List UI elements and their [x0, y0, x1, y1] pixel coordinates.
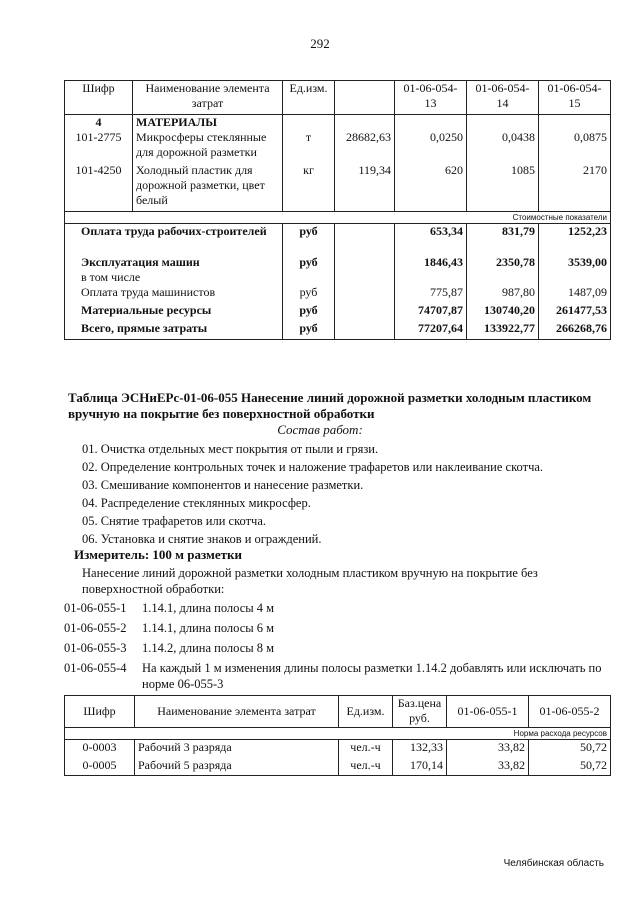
header-unit: Ед.изм.: [339, 696, 393, 728]
cost-value-15: 266268,76: [539, 321, 611, 339]
header-name: Наименование элемента затрат: [135, 696, 339, 728]
norm-code: 01-06-055-2: [64, 621, 127, 635]
header-price: Баз.цена руб.: [393, 696, 447, 728]
codes-list: [64, 600, 614, 696]
cost-name: Эксплуатация машин: [65, 255, 283, 270]
resource-name: Рабочий 3 разряда: [135, 740, 339, 758]
cost-name: Материальные ресурсы: [65, 303, 283, 321]
list-item: 02. Определение контрольных точек и наложение трафаретов или наклеивание скотча.: [82, 460, 544, 474]
operations-list: [82, 440, 612, 548]
material-price: 28682,63: [335, 130, 395, 163]
header-unit: Ед.изм.: [283, 81, 335, 115]
header-price: [335, 81, 395, 115]
cost-unit: руб: [283, 285, 335, 303]
resource-name: Рабочий 5 разряда: [135, 758, 339, 776]
header-norm-14: 01-06-054-14: [467, 81, 539, 115]
page-number: 292: [310, 36, 330, 51]
cost-row: [65, 285, 611, 303]
cost-value-13: 775,87: [395, 285, 467, 303]
cost-value-14: 2350,78: [467, 255, 539, 270]
cost-value-15: 1252,23: [539, 223, 611, 255]
cost-unit: руб: [283, 321, 335, 339]
cost-value-14: 831,79: [467, 223, 539, 255]
cost-name: в том числе: [65, 270, 283, 285]
cost-row: [65, 303, 611, 321]
material-norm-13: 0,0250: [395, 130, 467, 163]
resource-norm-1: 33,82: [447, 758, 529, 776]
table-row: [65, 758, 611, 776]
norm-caption: Норма расхода ресурсов: [65, 728, 611, 740]
norm-text: 1.14.1, длина полосы 6 м: [142, 621, 275, 635]
material-norm-15: 2170: [539, 163, 611, 211]
material-unit: т: [283, 130, 335, 163]
cost-value-15: 1487,09: [539, 285, 611, 303]
norm-code: 01-06-055-3: [64, 641, 127, 655]
cost-value-13: 77207,64: [395, 321, 467, 339]
cost-caption: Стоимостные показатели: [65, 211, 611, 223]
norm-text: 1.14.1, длина полосы 4 м: [142, 601, 275, 615]
material-code: 101-4250: [65, 163, 133, 211]
cost-row: [65, 270, 611, 285]
norm-text: 1.14.2, длина полосы 8 м: [142, 641, 275, 655]
cost-value-13: 74707,87: [395, 303, 467, 321]
material-code: 101-2775: [65, 130, 133, 163]
section-code: 4: [65, 115, 133, 131]
material-name: Холодный пластик для дорожной разметки, цвет белый: [133, 163, 283, 211]
resources-table-055: [64, 695, 611, 776]
cost-value-14: 133922,77: [467, 321, 539, 339]
section-row: [65, 115, 611, 131]
meter-unit: Измеритель: 100 м разметки: [74, 547, 243, 562]
section-title: МАТЕРИАЛЫ: [133, 115, 283, 131]
cost-unit: руб: [283, 223, 335, 255]
header-name: Наименование элемента затрат: [133, 81, 283, 115]
resource-code: 0-0005: [65, 758, 135, 776]
work-composition-heading: Состав работ:: [277, 422, 363, 437]
table-row: [65, 740, 611, 758]
cost-row: [65, 223, 611, 255]
cost-value-13: 1846,43: [395, 255, 467, 270]
material-norm-14: 1085: [467, 163, 539, 211]
list-item: [64, 640, 614, 656]
resource-unit: чел.-ч: [339, 758, 393, 776]
material-norm-15: 0,0875: [539, 130, 611, 163]
header-norm-2: 01-06-055-2: [529, 696, 611, 728]
resources-table-054: [64, 80, 611, 340]
resource-norm-2: 50,72: [529, 758, 611, 776]
table-row: [65, 163, 611, 211]
resource-unit: чел.-ч: [339, 740, 393, 758]
resource-norm-1: 33,82: [447, 740, 529, 758]
cost-unit: руб: [283, 303, 335, 321]
cost-row: [65, 321, 611, 339]
cost-name: Всего, прямые затраты: [65, 321, 283, 339]
list-item: [64, 600, 614, 616]
cost-value-14: 130740,20: [467, 303, 539, 321]
cost-row: [65, 255, 611, 270]
list-item: 01. Очистка отдельных мест покрытия от пыли и грязи.: [82, 442, 379, 456]
material-unit: кг: [283, 163, 335, 211]
material-price: 119,34: [335, 163, 395, 211]
cost-name: Оплата труда машинистов: [65, 285, 283, 303]
table-row: [65, 130, 611, 163]
cost-unit: руб: [283, 255, 335, 270]
codes-description: Нанесение линий дорожной разметки холодным пластиком вручную на покрытие без поверхностной обработки:: [82, 566, 538, 596]
norm-code: 01-06-055-4: [64, 661, 127, 675]
cost-name: Оплата труда рабочих-строителей: [65, 223, 283, 255]
resource-price: 132,33: [393, 740, 447, 758]
cost-value-13: 653,34: [395, 223, 467, 255]
material-name: Микросферы стеклянные для дорожной разметки: [133, 130, 283, 163]
cost-value-15: 261477,53: [539, 303, 611, 321]
list-item: 03. Смешивание компонентов и нанесение разметки.: [82, 478, 364, 492]
header-norm-13: 01-06-054-13: [395, 81, 467, 115]
list-item: 06. Установка и снятие знаков и ограждений.: [82, 532, 322, 546]
material-norm-13: 620: [395, 163, 467, 211]
resource-price: 170,14: [393, 758, 447, 776]
header-code: Шифр: [65, 81, 133, 115]
header-norm-1: 01-06-055-1: [447, 696, 529, 728]
table-header-row: [65, 81, 611, 115]
norm-code: 01-06-055-1: [64, 601, 127, 615]
table-header-row: [65, 696, 611, 728]
cost-value-15: 3539,00: [539, 255, 611, 270]
section-title: Таблица ЭСНиЕРс-01-06-055 Нанесение линий дорожной разметки холодным пластиком вручную на покрытие без поверхностной обработки: [68, 390, 592, 421]
list-item: 05. Снятие трафаретов или скотча.: [82, 514, 267, 528]
resource-norm-2: 50,72: [529, 740, 611, 758]
material-norm-14: 0,0438: [467, 130, 539, 163]
list-item: [64, 620, 614, 636]
header-code: Шифр: [65, 696, 135, 728]
cost-caption-row: [65, 211, 611, 223]
header-norm-15: 01-06-054-15: [539, 81, 611, 115]
norm-text: На каждый 1 м изменения длины полосы разметки 1.14.2 добавлять или исключать по норме 06-055-3: [142, 661, 602, 691]
list-item: [64, 660, 614, 692]
cost-value-14: 987,80: [467, 285, 539, 303]
region-footer: Челябинская область: [503, 858, 604, 869]
norm-caption-row: [65, 728, 611, 740]
list-item: 04. Распределение стеклянных микросфер.: [82, 496, 311, 510]
resource-code: 0-0003: [65, 740, 135, 758]
